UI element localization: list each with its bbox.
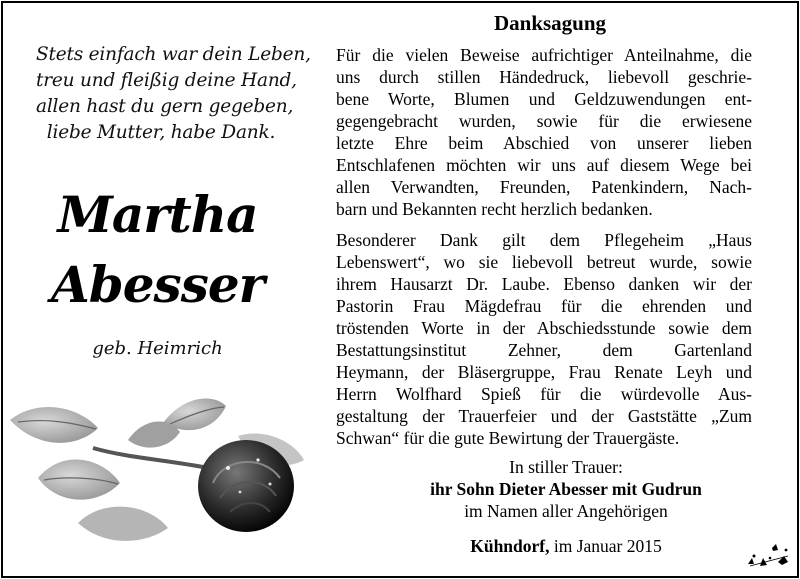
notice-date: im Januar 2015 <box>553 536 662 556</box>
text-line: uns durch stillen Händedruck, liebevoll geschrie- <box>336 67 752 87</box>
text-line: Für die vielen Beweise aufrichtiger Anteilnahme, die <box>336 45 752 65</box>
text-line: gestaltung der Trauerfeier und der Gaststätte „Zum <box>336 406 752 426</box>
maiden-name: geb. Heimrich <box>92 338 223 359</box>
text-line: Lebenswert“, wo sie liebevoll betreut wurde, sowie <box>336 252 752 272</box>
text-line: letzte Ehre beim Abschied von unserer lieben <box>336 133 752 153</box>
text-line: Besonderer Dank gilt dem Pflegeheim „Haus <box>336 230 752 250</box>
text-line: Herrn Wolfhard Spieß für die würdevolle Aus- <box>336 384 752 404</box>
poem-line: liebe Mutter, habe Dank. <box>46 122 276 143</box>
text-line: Schwan“ für die gute Bewirtung der Trauergäste. <box>336 428 680 448</box>
town-name: Kühndorf, <box>470 536 550 556</box>
text-line: bene Worte, Blumen und Geldzuwendungen ent- <box>336 89 752 109</box>
poem-line: treu und fleißig deine Hand, <box>36 70 297 91</box>
poem-line: allen hast du gern gegeben, <box>36 96 294 117</box>
text-line: barn und Bekannten recht herzlich bedanken. <box>336 199 653 219</box>
text-line: gegengebracht wurden, sowie für die erwiesene <box>336 111 752 131</box>
text-line: Entschlafenen möchten wir uns auf diesem Wege bei <box>336 155 752 175</box>
special-thanks-paragraph <box>336 229 752 449</box>
poem-line: Stets einfach war dein Leben, <box>36 44 311 65</box>
rose-image <box>8 388 308 548</box>
text-line: tröstenden Worte in der Abschiedsstunde sowie dem <box>336 318 752 338</box>
text-line: Heymann, der Bläsergruppe, Frau Renate Leyh und <box>336 362 752 382</box>
text-line: ihrem Hausarzt Dr. Laube. Ebenso danken wir der <box>336 274 752 294</box>
signature-intro: In stiller Trauer: <box>509 457 623 477</box>
page-title: Danksagung <box>493 11 607 35</box>
text-line: Bestattungsinstitut Zehner, dem Gartenland <box>336 340 752 360</box>
thanks-paragraph <box>336 44 752 220</box>
signature-family: im Namen aller Angehörigen <box>464 501 668 521</box>
place-and-date <box>336 536 796 557</box>
deceased-first-name: Martha <box>57 185 258 244</box>
text-line: allen Verwandten, Freunden, Patenkindern, Nach- <box>336 177 752 197</box>
floral-ornament-icon <box>742 542 794 572</box>
deceased-last-name: Abesser <box>50 255 265 314</box>
memorial-poem <box>36 42 311 146</box>
signature-mourners: ihr Sohn Dieter Abesser mit Gudrun <box>430 479 702 499</box>
text-line: Pastorin Frau Mägdefrau für die ehrenden und <box>336 296 752 316</box>
